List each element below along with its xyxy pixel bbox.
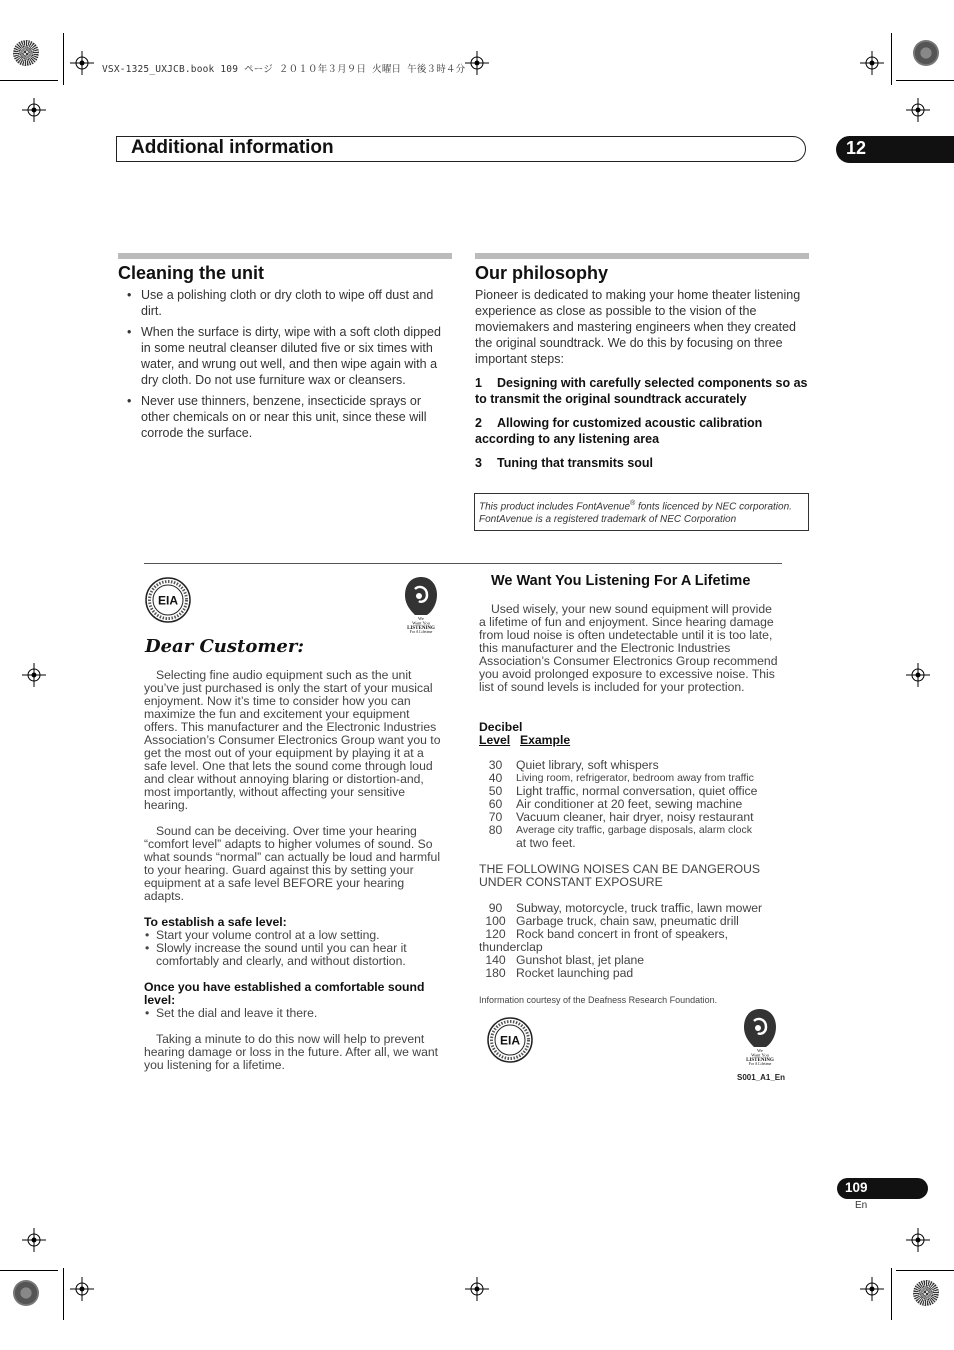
- crop-line: [896, 80, 954, 81]
- decibel-level: 30: [488, 758, 503, 772]
- section-rule: [118, 253, 452, 259]
- crosshair-mark-icon: [860, 1277, 884, 1301]
- listen-line: Want You: [751, 1052, 769, 1058]
- comfort-level-heading: Once you have established a comfortable sound level:: [144, 980, 425, 1007]
- noise-example: Living room, refrigerator, bedroom away from traffic: [516, 772, 754, 784]
- letter-paragraph: Taking a minute to do this now will help to prevent hearing damage or loss in the future. After all, we want you listening for a lifetime.: [144, 1032, 439, 1072]
- philosophy-step: [475, 375, 809, 407]
- listening-logo-icon: [401, 575, 441, 633]
- noise-example: Garbage truck, chain saw, pneumatic drill: [516, 914, 739, 928]
- philosophy-step: [475, 455, 809, 471]
- listen-line: We: [418, 616, 424, 621]
- list-item: • Start your volume control at a low setting.: [144, 929, 444, 942]
- list-item: • Use a polishing cloth or dry cloth to wipe off dust and dirt.: [118, 287, 452, 319]
- step-text: Tuning that transmits soul: [497, 456, 654, 470]
- column-header-example: Example: [520, 733, 571, 747]
- crop-line: [0, 1270, 58, 1271]
- file-header: VSX-1325_UXJCB.book 109 ページ ２０１０年３月９日 火曜日 午後３時４分: [102, 64, 466, 75]
- safe-level-heading: To establish a safe level:: [144, 915, 287, 929]
- decibel-level: 80: [488, 823, 503, 837]
- noise-example: Average city traffic, garbage disposals, alarm clock: [516, 824, 752, 836]
- noise-example: Subway, motorcycle, truck traffic, lawn mower: [516, 901, 763, 915]
- eia-logo-text: EIA: [499, 1033, 521, 1048]
- noise-example: Rocket launching pad: [516, 966, 634, 980]
- column-header-level: Level: [479, 733, 511, 747]
- divider: [144, 563, 782, 564]
- noise-example: Rock band concert in front of speakers,: [516, 927, 729, 941]
- listen-line: For A Lifetime: [409, 630, 433, 633]
- noise-example: Light traffic, normal conversation, quiet office: [516, 784, 758, 798]
- crosshair-mark-icon: [906, 1228, 930, 1252]
- danger-heading: THE FOLLOWING NOISES CAN BE DANGEROUS UNDER CONSTANT EXPOSURE: [479, 862, 761, 889]
- letter-paragraph: Selecting fine audio equipment such as the unit you’ve just purchased is only the start of your musical enjoyment. Now it’s time to consider how you can maximize the fun and excitement your equipment offers. This manufacturer and the Electronic Industries Association’s Consumer Electronics Group want you to get the most out of your equipment by playing it at a safe level. One that lets the sound come through loud and clear without annoying blaring or distortion-and, most importantly, without affecting your sensitive hearing.: [144, 668, 441, 812]
- listen-line: LISTENING: [407, 626, 435, 631]
- crosshair-mark-icon: [22, 98, 46, 122]
- step-number: 1: [475, 376, 482, 390]
- table-row: [475, 811, 785, 824]
- noise-example: Vacuum cleaner, hair dryer, noisy restaurant: [516, 810, 754, 824]
- listen-line: We: [757, 1048, 763, 1053]
- decibel-level: 50: [488, 784, 503, 798]
- listen-line: LISTENING: [746, 1058, 774, 1063]
- step-number: 3: [475, 456, 482, 470]
- crosshair-mark-icon: [860, 51, 884, 75]
- fontavenue-notice: [474, 493, 809, 531]
- list-item: • Slowly increase the sound until you can hear it comfortably and clearly, and without distortion.: [144, 942, 444, 968]
- noise-example: Air conditioner at 20 feet, sewing machine: [516, 797, 743, 811]
- section-rule: [475, 253, 809, 259]
- table-row: [475, 837, 785, 850]
- eia-letter: [144, 669, 444, 1085]
- cleaning-list: [118, 287, 452, 446]
- safe-level-table: [475, 759, 785, 850]
- list-item: • Never use thinners, benzene, insecticide sprays or other chemicals on or near this unit, since these will corrode the surface.: [118, 393, 452, 441]
- crosshair-mark-icon: [70, 51, 94, 75]
- step-number: 2: [475, 416, 482, 430]
- fontavenue-line2: FontAvenue is a registered trademark of NEC Corporation: [479, 514, 737, 526]
- crosshair-mark-icon: [906, 663, 930, 687]
- listen-line: For A Lifetime: [748, 1062, 772, 1065]
- crosshair-mark-icon: [70, 1277, 94, 1301]
- crosshair-mark-icon: [465, 1277, 489, 1301]
- crosshair-mark-icon: [906, 98, 930, 122]
- philosophy-intro: Pioneer is dedicated to making your home theater listening experience as close as possible to the vision of the moviemakers and mastering engineers when they created the original soundtrack. We do this by focusing on three important steps:: [475, 288, 801, 366]
- registration-rosette-icon: [913, 40, 939, 66]
- listening-logo-icon: [740, 1007, 780, 1065]
- fontavenue-line1: This product includes FontAvenue: [479, 501, 631, 513]
- eia-logo-icon: [487, 1015, 533, 1065]
- dear-customer-heading: Dear Customer:: [145, 636, 304, 657]
- list-item: • Set the dial and leave it there.: [144, 1007, 444, 1020]
- crosshair-mark-icon: [22, 1228, 46, 1252]
- page-number: 109: [845, 1180, 868, 1195]
- chapter-number: 12: [846, 138, 867, 158]
- decibel-level: 100: [485, 914, 506, 928]
- decibel-level: 140: [485, 953, 506, 967]
- danger-level-table: [475, 902, 785, 980]
- table-row: [475, 759, 785, 772]
- philosophy-step: [475, 415, 809, 447]
- decibel-level: 90: [488, 901, 503, 915]
- fontavenue-line1-end: fonts licenced by NEC corporation.: [635, 501, 792, 513]
- language-code: En: [855, 1200, 868, 1211]
- noise-example-continued: at two feet.: [516, 836, 576, 850]
- noise-example: Quiet library, soft whispers: [516, 758, 659, 772]
- noise-example: Gunshot blast, jet plane: [516, 953, 645, 967]
- table-row: [475, 967, 785, 980]
- lifetime-intro-block: [479, 603, 779, 707]
- step-text: Allowing for customized acoustic calibration according to any listening area: [475, 416, 763, 446]
- lifetime-intro: Used wisely, your new sound equipment will provide a lifetime of fun and enjoyment. Since hearing damage from loud noise is often undetectable until it is too late, this manufacturer and the Electronic Industries Association’s Consumer Electronics Group recommend you avoid prolonged exposure to excessive noise. This list of sound levels is included for your protection.: [479, 602, 778, 694]
- decibel-level: 120: [485, 927, 506, 941]
- letter-paragraph: Sound can be deceiving. Over time your hearing “comfort level” adapts to higher volumes of sound. So what sounds “normal” can actually be loud and harmful to your hearing. Guard against this by setting your equipment at a safe level BEFORE your hearing adapts.: [144, 824, 441, 903]
- decibel-level: 40: [488, 771, 503, 785]
- cleaning-title: Cleaning the unit: [118, 263, 264, 283]
- document-code: S001_A1_En: [737, 1073, 786, 1082]
- eia-logo-icon: [145, 577, 191, 623]
- listen-line: Want You: [412, 620, 430, 626]
- crop-line: [0, 80, 58, 81]
- philosophy-title: Our philosophy: [475, 263, 608, 283]
- decibel-level: 70: [488, 810, 503, 824]
- lifetime-title: We Want You Listening For A Lifetime: [491, 573, 751, 589]
- crop-line: [891, 1268, 892, 1320]
- registered-mark: ®: [630, 500, 636, 507]
- noise-example-continued: thunderclap: [479, 940, 543, 954]
- crop-line: [891, 33, 892, 85]
- crosshair-mark-icon: [22, 663, 46, 687]
- crop-line: [896, 1270, 954, 1271]
- step-text: Designing with carefully selected components so as to transmit the original soundtrack accurately: [475, 376, 808, 406]
- info-courtesy-note: Information courtesy of the Deafness Research Foundation.: [479, 995, 718, 1005]
- decibel-level: 180: [485, 966, 506, 980]
- decibel-label: Decibel: [479, 720, 523, 734]
- registration-rosette-icon: [913, 1280, 939, 1306]
- registration-rosette-icon: [13, 40, 39, 66]
- registration-rosette-icon: [13, 1280, 39, 1306]
- list-item: • When the surface is dirty, wipe with a soft cloth dipped in some neutral cleanser diluted five or six times with water, and wrung out well, and then wipe again with a dry cloth. Do not use furniture wax or cleansers.: [118, 324, 452, 388]
- crop-line: [63, 33, 64, 85]
- decibel-level: 60: [488, 797, 503, 811]
- crosshair-mark-icon: [465, 51, 489, 75]
- crop-line: [63, 1268, 64, 1320]
- eia-logo-text: EIA: [157, 593, 179, 608]
- section-title: Additional information: [131, 137, 334, 158]
